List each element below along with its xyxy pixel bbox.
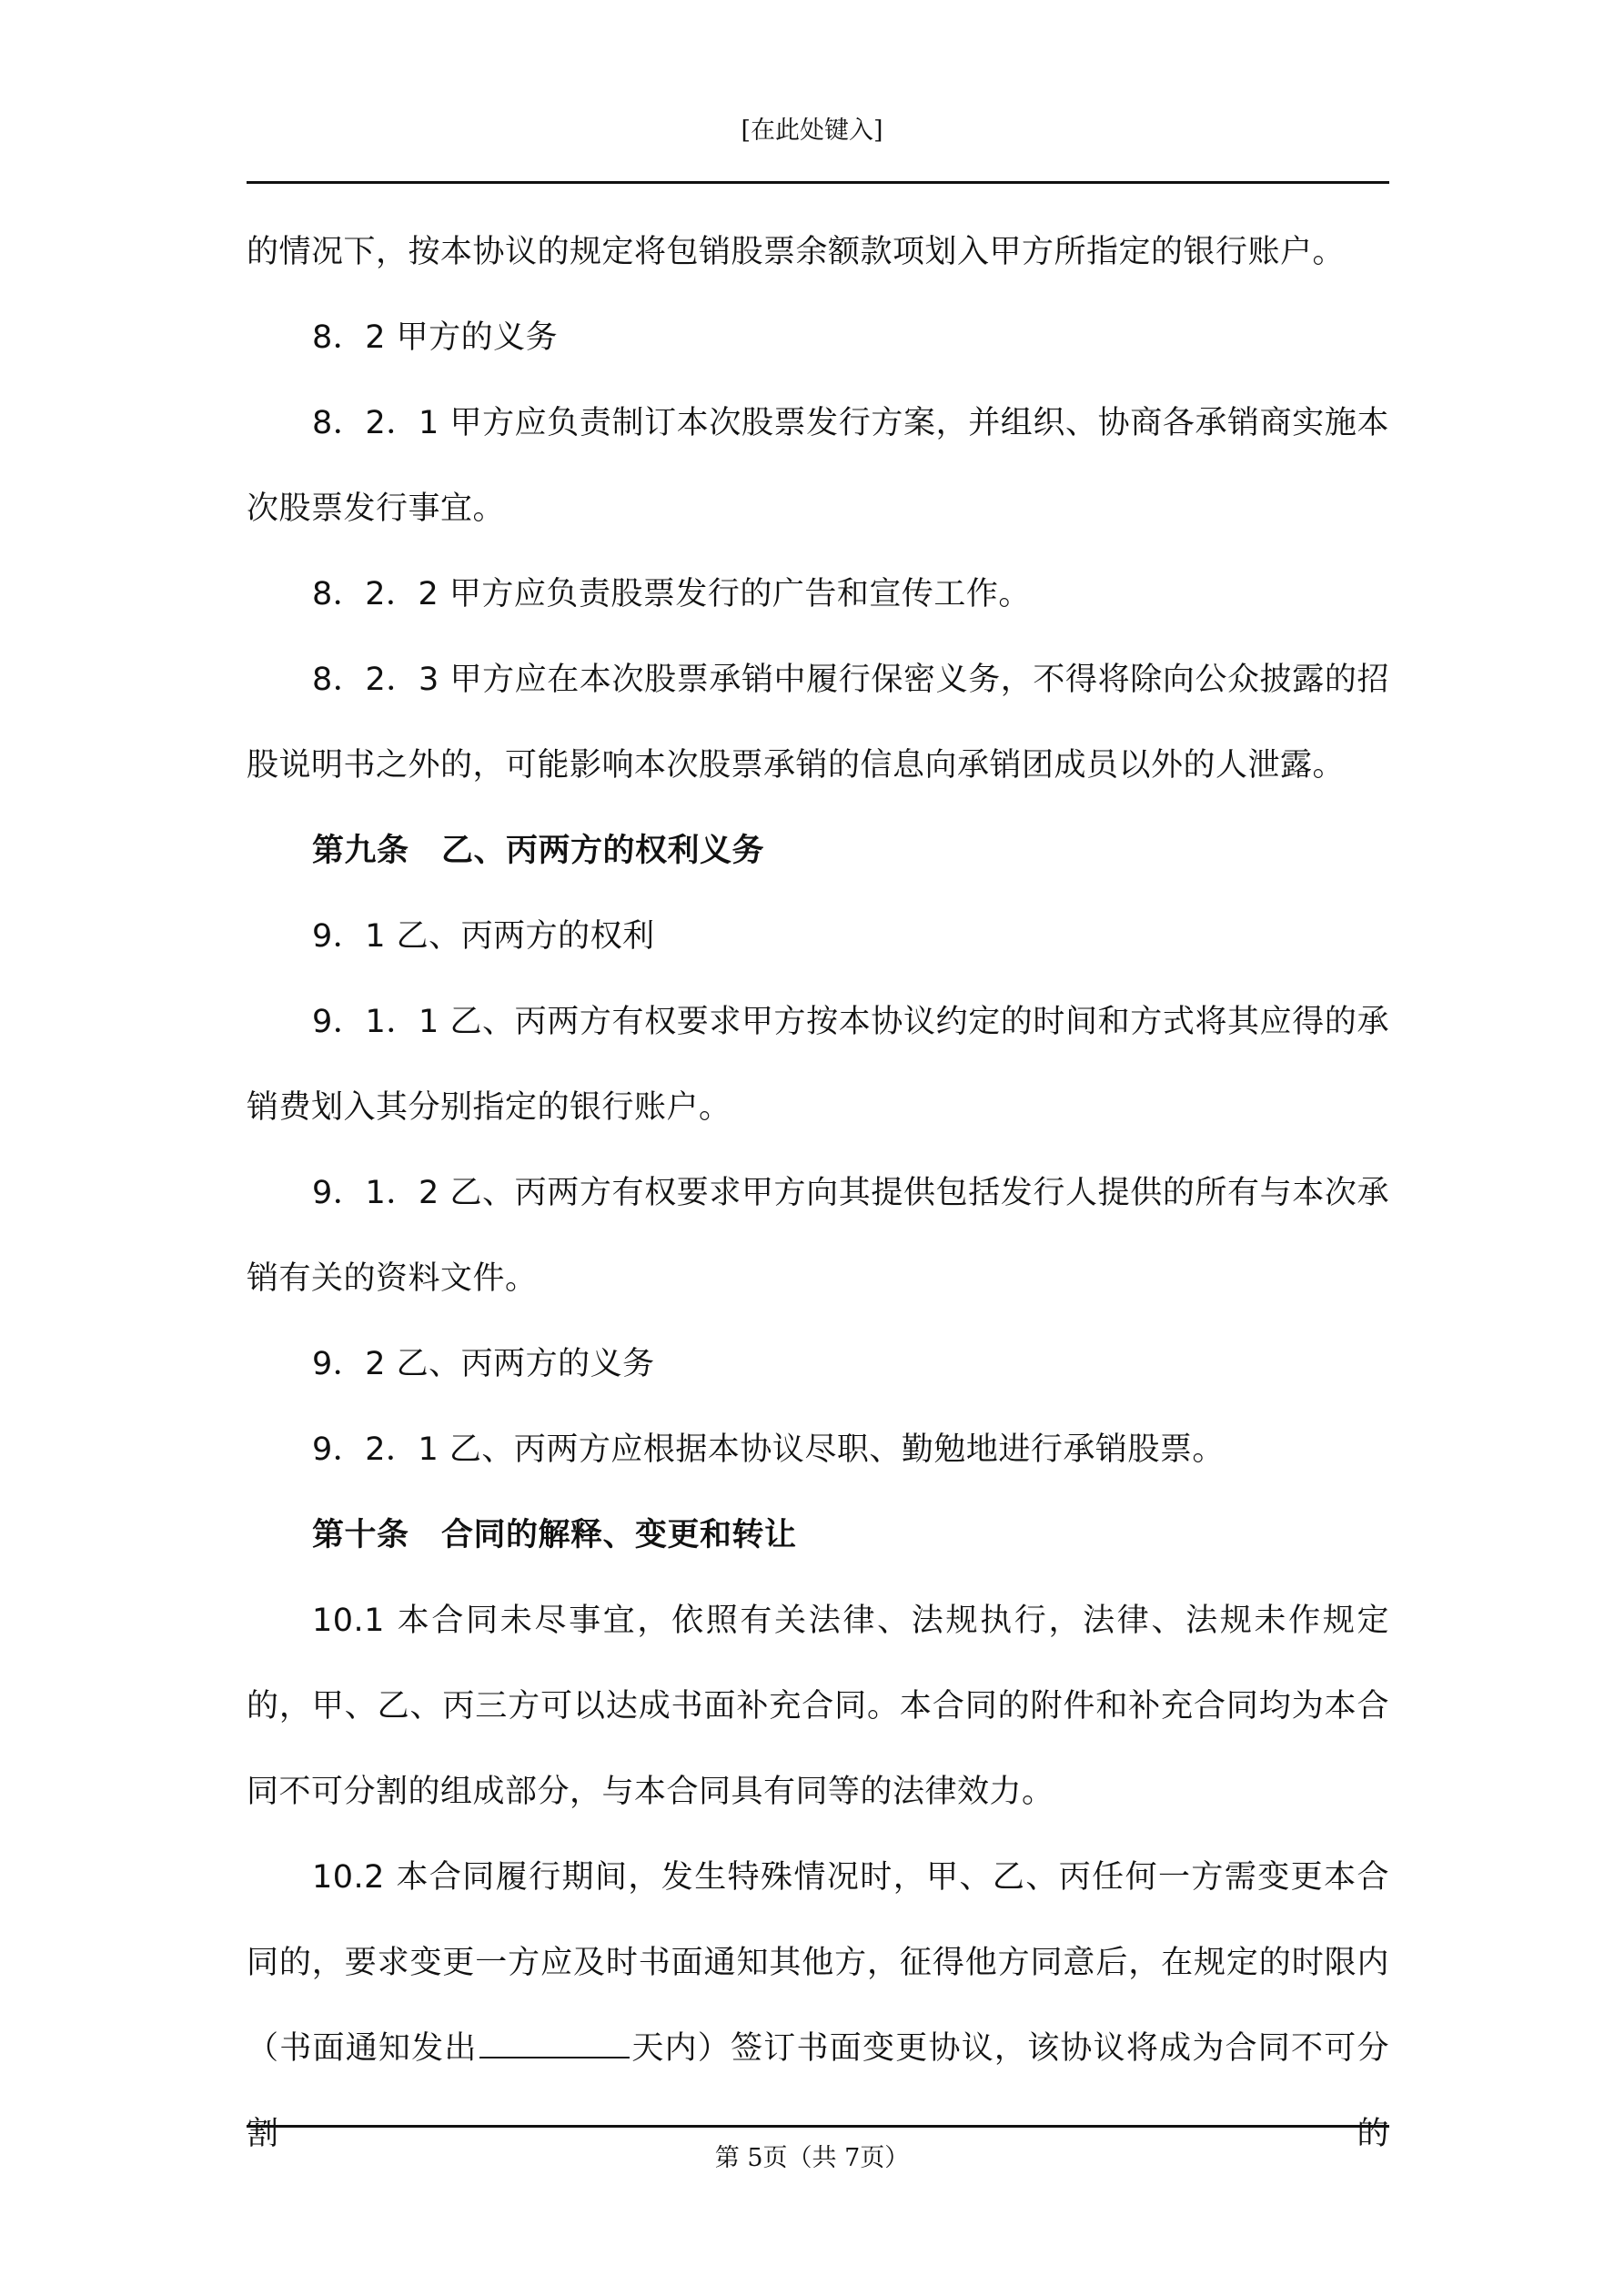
- clause-10-2-text-before: 10.2 本合同履行期间，发生特殊情况时，甲、乙、丙任何一方需变更本合同的，要求变更一方应及时书面通知其他方，征得他方同意后，在规定的时限内（书面通知发出: [247, 1859, 1389, 2067]
- clause-8-2-2: 8．2．2 甲方应负责股票发行的广告和宣传工作。: [312, 576, 1031, 612]
- header-divider: [247, 181, 1389, 184]
- fill-in-blank: [479, 2029, 630, 2058]
- clause-9-2-title: 9．2 乙、丙两方的义务: [312, 1346, 655, 1382]
- clause-10-1: 10.1 本合同未尽事宜，依照有关法律、法规执行，法律、法规未作规定的，甲、乙、丙三方可以达成书面补充合同。本合同的附件和补充合同均为本合同不可分割的组成部分，与本合同具有同等的法律效力。: [247, 1603, 1389, 1810]
- clause-8-2-title: 8．2 甲方的义务: [312, 319, 559, 356]
- document-body: [247, 209, 1389, 2177]
- clause-10-2-text-after: 天内）签订书面变更协议，该协议将成为合同不可分割的: [247, 2030, 1389, 2152]
- page-header: [在此处键入]: [741, 116, 883, 145]
- clause-9-1-1: 9．1．1 乙、丙两方有权要求甲方按本协议约定的时间和方式将其应得的承销费划入其分别指定的银行账户。: [247, 1004, 1389, 1126]
- clause-8-2-1: 8．2．1 甲方应负责制订本次股票发行方案，并组织、协商各承销商实施本次股票发行事宜。: [247, 405, 1389, 527]
- clause-8-2-3: 8．2．3 甲方应在本次股票承销中履行保密义务，不得将除向公众披露的招股说明书之外的，可能影响本次股票承销的信息向承销团成员以外的人泄露。: [247, 662, 1389, 784]
- paragraph-continuation: 的情况下，按本协议的规定将包销股票余额款项划入甲方所指定的银行账户。: [247, 234, 1346, 270]
- clause-9-2-1: 9．2．1 乙、丙两方应根据本协议尽职、勤勉地进行承销股票。: [312, 1431, 1225, 1468]
- article-10-heading: 第十条 合同的解释、变更和转让: [312, 1517, 797, 1553]
- clause-9-1-title: 9．1 乙、丙两方的权利: [312, 918, 655, 955]
- clause-9-1-2: 9．1．2 乙、丙两方有权要求甲方向其提供包括发行人提供的所有与本次承销有关的资料文件。: [247, 1175, 1389, 1297]
- footer-divider: [247, 2125, 1389, 2128]
- article-9-heading: 第九条 乙、丙两方的权利义务: [312, 833, 765, 869]
- page-footer: 第 5页（共 7页）: [714, 2144, 910, 2172]
